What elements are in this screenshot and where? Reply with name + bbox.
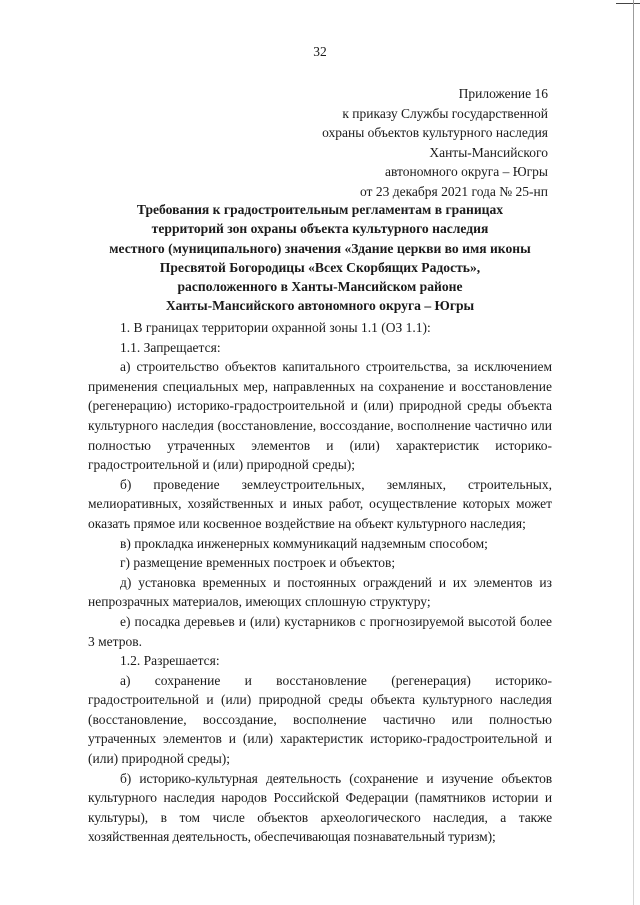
section-heading: 1. В границах территории охранной зоны 1.1 (ОЗ 1.1):: [120, 320, 431, 335]
appendix-line: к приказу Службы государственной: [342, 105, 548, 121]
scan-edge-mark: [616, 3, 640, 4]
list-item: а) сохранение и восстановление (регенерация) историко-градостроительной и (или) природной среды объекта культурного наследия (восстановление, воссоздание, восполнение частично или полностью утраченных элементов и (или) характеристик историко-градостроительной и (или) природной среды);: [88, 672, 552, 767]
page-number: 32: [313, 44, 327, 59]
list-item: д) установка временных и постоянных ограждений и их элементов из непрозрачных материалов, имеющих сплошную структуру;: [88, 574, 552, 610]
list-item: а) строительство объектов капитального строительства, за исключением применения специальных мер, направленных на сохранение и восстановление (регенерацию) историко-градостроительной и (или) природной среды объекта культурного наследия (восстановление, воссоздание, восполнение частично или полностью утраченных элементов и (или) характеристик историко-градостроительной и (или) природной среды);: [88, 359, 552, 473]
appendix-header: [322, 84, 548, 202]
list-item: в) прокладка инженерных коммуникаций надземным способом;: [120, 535, 488, 551]
appendix-line: Приложение 16: [458, 86, 548, 101]
appendix-line: охраны объектов культурного наследия: [322, 125, 548, 141]
appendix-line: Ханты-Мансийского: [429, 144, 548, 160]
subsection-heading-prohibited: 1.1. Запрещается:: [120, 339, 221, 355]
list-item: б) проведение землеустроительных, земляных, строительных, мелиоративных, хозяйственных и иных работ, осуществление которых может оказать прямое или косвенное воздействие на объект культурного наследия;: [88, 476, 552, 531]
list-item: е) посадка деревьев и (или) кустарников с прогнозируемой высотой более 3 метров.: [88, 613, 552, 649]
appendix-line: от 23 декабря 2021 года № 25-нп: [359, 183, 548, 199]
document-title: [70, 200, 570, 316]
title-line: Ханты-Мансийского автономного округа – Югры: [165, 298, 475, 314]
list-item: б) историко-культурная деятельность (сохранение и изучение объектов культурного наследия народов Российской Федерации (памятников истории и культуры), в том числе объектов археологического наследия, а также хозяйственная деятельность, обеспечивающая познавательный туризм);: [88, 770, 552, 845]
title-line: Требования к градостроительным регламентам в границах: [136, 202, 504, 217]
title-line: расположенного в Ханты-Мансийском районе: [177, 279, 463, 295]
appendix-line: автономного округа – Югры: [385, 164, 548, 180]
subsection-heading-permitted: 1.2. Разрешается:: [120, 653, 220, 669]
scan-edge-line: [633, 0, 634, 905]
list-item: г) размещение временных построек и объектов;: [120, 555, 396, 571]
title-line: местного (муниципального) значения «Здание церкви во имя иконы: [109, 240, 531, 256]
title-line: Пресвятой Богородицы «Всех Скорбящих Радость»,: [159, 259, 481, 275]
document-body: [88, 318, 552, 847]
title-line: территорий зон охраны объекта культурного наследия: [151, 221, 489, 237]
